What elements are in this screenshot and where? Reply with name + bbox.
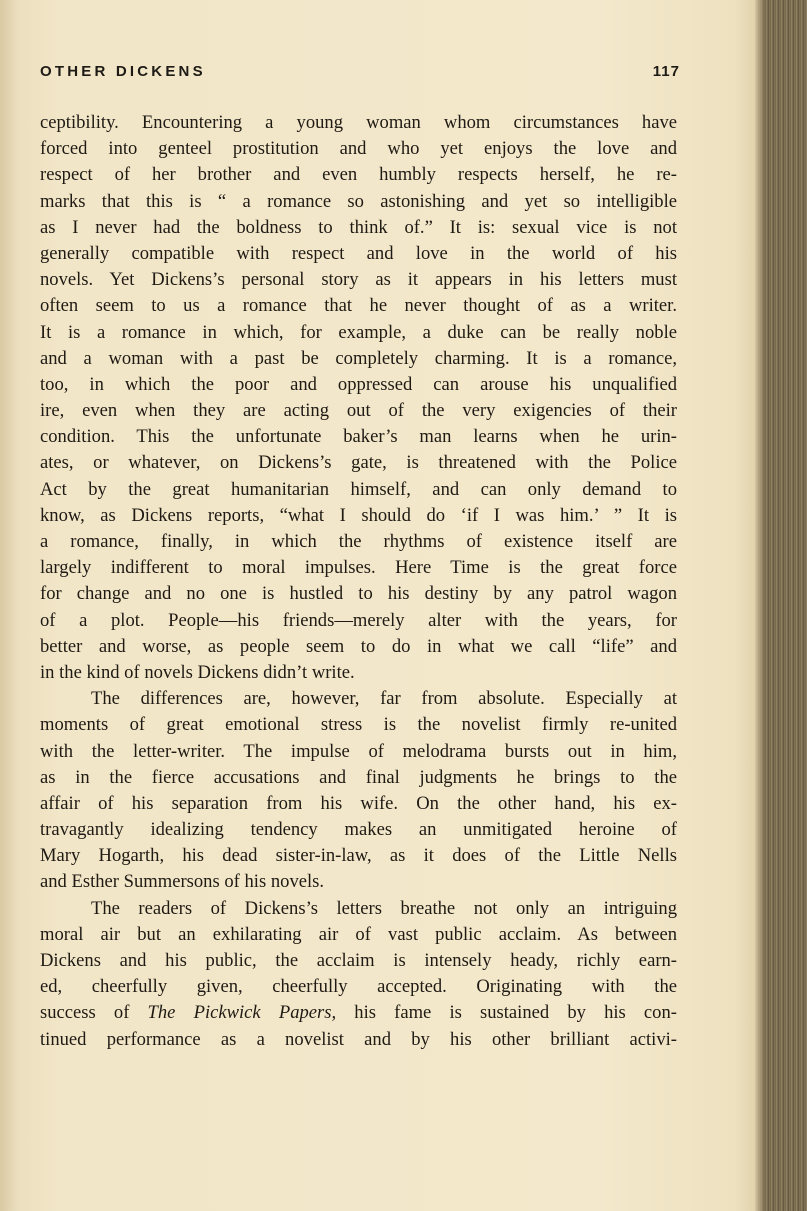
page-edge-stack bbox=[755, 0, 807, 1211]
text-line: for change and no one is hustled to his destiny by any patrol wagon bbox=[40, 583, 677, 605]
text-line: It is a romance in which, for example, a duke can be really noble bbox=[40, 321, 677, 343]
text-line: marks that this is “ a romance so astonishing and yet so intelligible bbox=[40, 190, 677, 212]
text-line: and Esther Summersons of his novels. bbox=[40, 871, 325, 893]
text-line: with the letter-writer. The impulse of melodrama bursts out in him, bbox=[40, 740, 677, 762]
body-text bbox=[40, 110, 677, 1053]
text-line: success of The Pickwick Papers, his fame is sustained by his con- bbox=[40, 1002, 677, 1024]
book-title: The Pickwick Papers, bbox=[147, 1002, 337, 1024]
running-head-title: OTHER DICKENS bbox=[40, 63, 206, 80]
text-line: ates, or whatever, on Dickens’s gate, is threatened with the Police bbox=[40, 452, 677, 474]
text-line: know, as Dickens reports, “what I should do ‘if I was him.’ ” It is bbox=[40, 504, 677, 526]
text-line: travagantly idealizing tendency makes an unmitigated heroine of bbox=[40, 819, 677, 841]
text-line: of a plot. People—his friends—merely alter with the years, for bbox=[40, 609, 677, 631]
paragraph-2 bbox=[40, 686, 677, 896]
text-line: as I never had the boldness to think of.” It is: sexual vice is not bbox=[40, 216, 677, 238]
page-number: 117 bbox=[652, 63, 680, 80]
running-head bbox=[40, 63, 680, 85]
text-line: Mary Hogarth, his dead sister-in-law, as it does of the Little Nells bbox=[40, 845, 677, 867]
text-line: tinued performance as a novelist and by his other brilliant activi- bbox=[40, 1028, 677, 1050]
text-line: moral air but an exhilarating air of vast public acclaim. As between bbox=[40, 923, 677, 945]
text-line: affair of his separation from his wife. On the other hand, his ex- bbox=[40, 792, 677, 814]
paragraph-3 bbox=[40, 896, 677, 1001]
text-line: ire, even when they are acting out of the very exigencies of their bbox=[40, 400, 677, 422]
text-line: ceptibility. Encountering a young woman whom circumstances have bbox=[40, 112, 677, 133]
text-line: respect of her brother and even humbly respects herself, he re- bbox=[40, 164, 677, 186]
text-line: The differences are, however, far from absolute. Especially at bbox=[91, 688, 677, 710]
text-line: novels. Yet Dickens’s personal story as it appears in his letters must bbox=[40, 269, 677, 291]
text-line: generally compatible with respect and love in the world of his bbox=[40, 242, 677, 264]
paragraph-1 bbox=[40, 110, 677, 686]
text-line: as in the fierce accusations and final judgments he brings to the bbox=[40, 766, 677, 788]
text-line: condition. This the unfortunate baker’s man learns when he urin- bbox=[40, 426, 677, 448]
text-line: Act by the great humanitarian himself, and can only demand to bbox=[40, 478, 677, 500]
text-line: moments of great emotional stress is the novelist firmly re-united bbox=[40, 714, 677, 736]
text-line: a romance, finally, in which the rhythms of existence itself are bbox=[40, 531, 677, 552]
text-line: too, in which the poor and oppressed can arouse his unqualified bbox=[40, 373, 677, 395]
text-line: in the kind of novels Dickens didn’t write. bbox=[40, 661, 355, 683]
text-line: largely indifferent to moral impulses. Here Time is the great force bbox=[40, 557, 677, 579]
text-line: The readers of Dickens’s letters breathe not only an intriguing bbox=[91, 897, 677, 919]
text-line: ed, cheerfully given, cheerfully accepted. Originating with the bbox=[40, 976, 677, 998]
text-line: Dickens and his public, the acclaim is intensely heady, richly earn- bbox=[40, 950, 677, 971]
text-line: better and worse, as people seem to do in what we call “life” and bbox=[40, 635, 677, 657]
text-line: often seem to us a romance that he never thought of as a writer. bbox=[40, 295, 677, 317]
paragraph-3-continued bbox=[40, 1000, 677, 1052]
text-line: and a woman with a past be completely charming. It is a romance, bbox=[40, 347, 677, 369]
text-line: forced into genteel prostitution and who yet enjoys the love and bbox=[40, 138, 677, 160]
